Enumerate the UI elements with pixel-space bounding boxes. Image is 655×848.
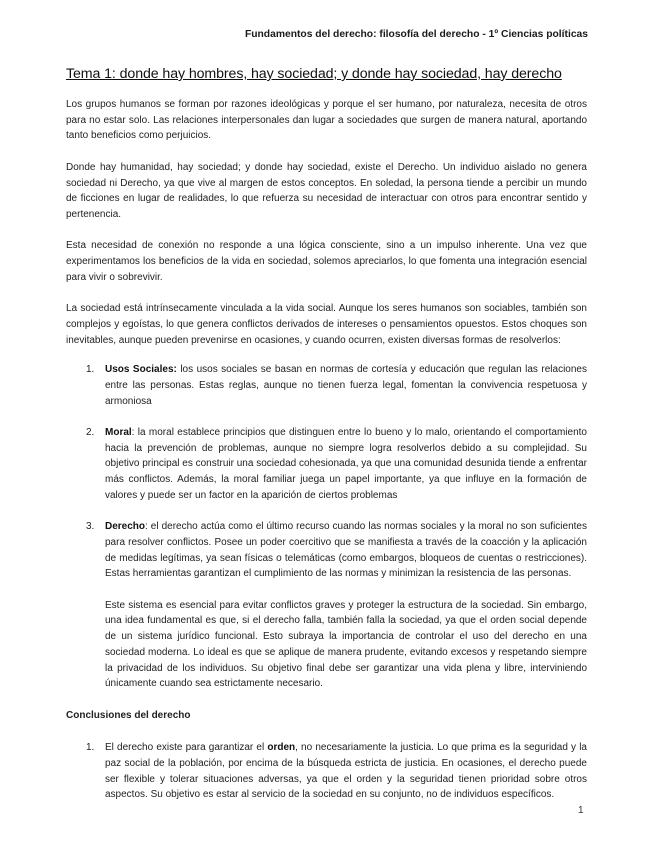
list-item-text [105,362,587,409]
list-number: 1. [86,364,95,376]
conclusions-list [66,740,587,803]
list-item-text [105,519,587,582]
paragraph: Esta necesidad de conexión no responde a una lógica consciente, sino a un impulso inherente. Una vez que experimentamos los beneficios de la vida en sociedad, solemos apreciarlos, lo que fomenta una integración esencial para vivir o sobrevivir. [66,240,587,283]
list-number: 3. [86,521,95,533]
list-item [66,740,587,803]
paragraph: La sociedad está intrínsecamente vinculada a la vida social. Aunque los seres humanos son sociables, también son complejos y egoístas, lo que genera conflictos derivados de intereses o pensamientos opuestos. Estos choques son inevitables, aunque pueden prevenirse en ocasiones, y cuando ocurren, existen diversas formas de resolverlos: [66,303,587,346]
list-term: Usos Sociales: [105,364,177,376]
list-body: , no necesariamente la justicia. Lo que prima es la seguridad y la paz social de la población, por encima de la búsqueda estricta de justicia. En ocasiones, el derecho puede ser flexible y tolerar situaciones adversas, ya que el orden y la seguridad tienen prioridad sobre otros aspectos. Su objetivo es estar al servicio de la sociedad en su conjunto, no de individuos específicos. [105,742,587,801]
page-number: 1 [578,805,584,816]
list-item-text [105,425,587,504]
page-header: Fundamentos del derecho: filosofía del derecho - 1º Ciencias políticas [244,29,588,40]
list-item [66,519,587,692]
list-term: Moral [105,427,132,438]
paragraph: Los grupos humanos se forman por razones ideológicas y porque el ser humano, por naturaleza, necesita de otros para no estar solo. Las relaciones interpersonales dan lugar a sociedades que surgen de manera natural, aportando tanto beneficios como perjuicios. [66,99,587,142]
list-body: El derecho existe para garantizar el [105,742,268,754]
list-item [66,425,587,504]
list-number: 1. [86,742,95,754]
document-body [66,97,587,819]
emphasis: orden [267,742,296,754]
list-term: Derecho [105,521,146,533]
page-title: Tema 1: donde hay hombres, hay sociedad; y donde hay sociedad, hay derecho [66,66,562,82]
list-item-text [105,740,587,803]
list-body: los usos sociales se basan en normas de cortesía y educación que regulan las relaciones entre las personas. Estas reglas, aunque no tienen fuerza legal, fomentan la convivencia respetuosa y armoniosa [105,364,587,407]
section-heading: Conclusiones del derecho [66,709,191,721]
resolution-list [66,362,587,692]
list-number: 2. [86,427,95,438]
list-item-continuation: Este sistema es esencial para evitar conflictos graves y proteger la estructura de la sociedad. Sin embargo, una idea fundamental es que, si el derecho falla, también falla la sociedad, ya que el orden social depende de un sistema jurídico funcional. Esto subraya la importancia de controlar el uso del derecho en una sociedad moderna. Lo ideal es que se aplique de manera prudente, evitando excesos y respetando siempre la privacidad de los individuos. Su objetivo final debe ser garantizar una vida plena y libre, interviniendo únicamente cuando sea estrictamente necesario. [105,599,587,690]
list-item [66,362,587,409]
list-body: : la moral establece principios que distinguen entre lo bueno y lo malo, orientando el comportamiento hacia la prevención de problemas, aunque no siempre logra resolverlos debido a su complejidad. Su objetivo principal es construir una sociedad cohesionada, ya que una comunidad desunida tiende a enfrentar más conflictos. Además, la moral familiar juega un papel importante, ya que influye en la formación de valores y puede ser un factor en la aparición de ciertos problemas [105,427,587,501]
list-body: : el derecho actúa como el último recurso cuando las normas sociales y la moral no son suficientes para resolver conflictos. Posee un poder coercitivo que se manifiesta a través de la coacción y la aplicación de medidas legítimas, ya sean físicas o telemáticas (como embargos, bloqueos de cuentas o restricciones). Estas herramientas garantizan el cumplimiento de las normas y minimizan la resistencia de las personas. [105,521,587,580]
paragraph: Donde hay humanidad, hay sociedad; y donde hay sociedad, existe el Derecho. Un individuo aislado no genera sociedad ni Derecho, ya que vive al margen de estos conceptos. En soledad, la persona tiende a percibir un mundo de ficciones en lugar de realidades, lo que refuerza su necesidad de interactuar con otros para encontrar sentido y pertenencia. [66,161,587,220]
